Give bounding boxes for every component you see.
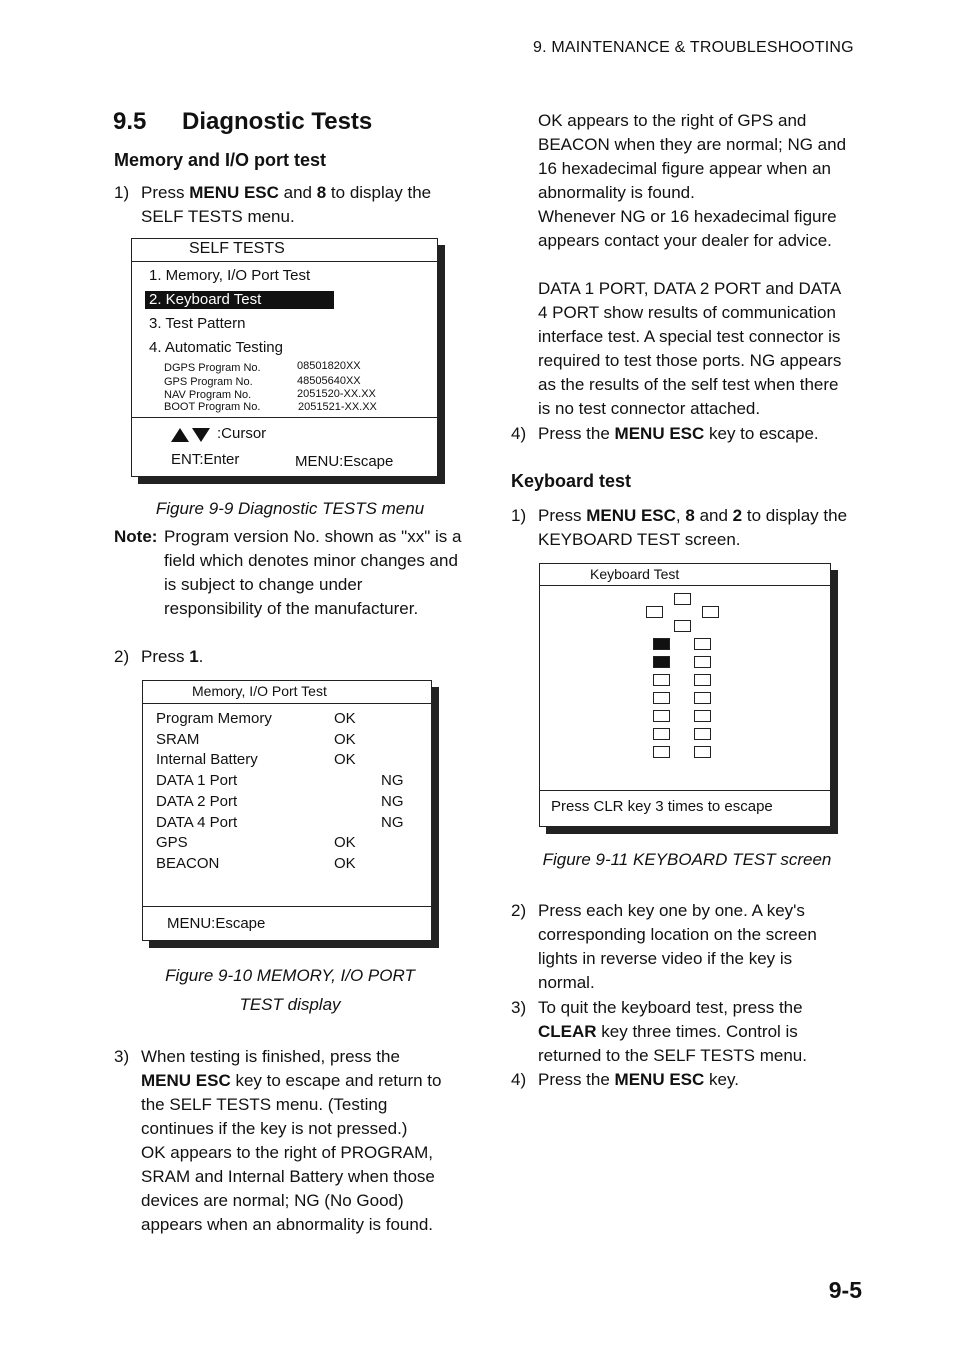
result-row-name: DATA 2 Port xyxy=(156,792,238,810)
result-ok: OK xyxy=(334,710,356,727)
key-indicator xyxy=(653,692,670,704)
figure-caption: Figure 9-11 KEYBOARD TEST screen xyxy=(542,850,832,869)
result-row-name: DATA 1 Port xyxy=(156,772,238,790)
key-indicator xyxy=(674,620,691,632)
screen-title: SELF TESTS xyxy=(189,240,285,257)
program-value: 2051521-XX.XX xyxy=(298,401,377,413)
keyboard-test-heading: Keyboard test xyxy=(511,471,632,491)
step-4-text: Press the MENU ESC key to escape. xyxy=(538,424,819,443)
key-indicator xyxy=(653,710,670,722)
program-value: 08501820XX xyxy=(297,360,361,372)
enter-hint: ENT:Enter xyxy=(171,451,240,468)
step-number: 1) xyxy=(114,183,130,202)
result-ng: NG xyxy=(381,792,404,810)
self-tests-screen xyxy=(131,238,438,477)
step-number: 2) xyxy=(511,901,527,920)
result-ok: OK xyxy=(334,730,356,748)
section-title: Diagnostic Tests xyxy=(182,108,373,135)
step-2-text: Press 1. xyxy=(141,647,204,666)
key-indicator xyxy=(694,674,711,686)
step-number: 3) xyxy=(511,998,527,1017)
step-number: 4) xyxy=(511,1070,527,1089)
memory-io-test-screen xyxy=(142,680,432,941)
continued-paragraph: OK appears to the right of GPS and BEACON when they are normal; NG and 16 hexadecimal figure appear when an abnormality is found. Whenever NG or 16 hexadecimal figure appears contact your dealer for advice. DATA 1 PORT, DATA 2 PORT and DATA 4 PORT show results of communication interface test. A special test connector is required to test those ports. NG appears as the results of the self test when there is no test connector attached. xyxy=(538,111,847,418)
figure-caption: Figure 9-9 Diagnostic TESTS menu xyxy=(155,499,425,518)
key-indicator xyxy=(702,606,719,618)
screen-title: Memory, I/O Port Test xyxy=(192,683,327,699)
key-indicator-lit xyxy=(653,656,670,668)
result-ok: OK xyxy=(334,751,356,769)
keyboard-test-screen xyxy=(539,563,831,827)
result-ok: OK xyxy=(334,834,356,852)
note-label: Note: xyxy=(114,527,158,546)
menu-item-selected[interactable]: 2. Keyboard Test xyxy=(145,291,334,309)
menu-item[interactable]: 4. Automatic Testing xyxy=(149,339,283,356)
program-value: 2051520-XX.XX xyxy=(297,388,376,400)
keyboard-step-1-text: Press MENU ESC, 8 and 2 to display the KEYBOARD TEST screen. xyxy=(538,506,848,549)
program-label: BOOT Program No. xyxy=(164,401,261,413)
key-indicator xyxy=(694,728,711,740)
step-3-text: When testing is finished, press the MENU ESC key to escape and return to the SELF TESTS menu. (Testing continues if the key is not pressed.) OK appears to the right of PROGRAM, SRAM and Internal Battery when those devices are normal; NG (No Good) appears when an abnormality is found. xyxy=(141,1047,442,1234)
result-ok: OK xyxy=(334,854,356,872)
key-indicator xyxy=(653,728,670,740)
program-value: 48505640XX xyxy=(297,375,361,387)
step-number: 4) xyxy=(511,424,527,443)
step-number: 3) xyxy=(114,1047,130,1066)
figure-caption-line-2: TEST display xyxy=(239,995,341,1014)
step-number: 1) xyxy=(511,506,527,525)
keyboard-step-3-text: To quit the keyboard test, press the CLEAR key three times. Control is returned to the SELF TESTS menu. xyxy=(538,998,807,1065)
step-1-text: Press MENU ESC and 8 to display the SELF TESTS menu. xyxy=(141,183,432,226)
program-label: NAV Program No. xyxy=(164,389,252,401)
menu-item[interactable]: 1. Memory, I/O Port Test xyxy=(149,267,311,284)
section-number: 9.5 xyxy=(113,108,147,135)
result-row-name: BEACON xyxy=(156,854,220,872)
key-indicator xyxy=(694,656,711,668)
figure-caption: Figure 9-10 MEMORY, I/O PORT xyxy=(165,966,415,985)
key-indicator xyxy=(694,692,711,704)
key-indicator xyxy=(653,674,670,686)
cursor-hint: :Cursor xyxy=(217,425,267,442)
key-indicator xyxy=(694,746,711,758)
key-indicator xyxy=(694,638,711,650)
key-indicator xyxy=(674,593,691,605)
program-label: GPS Program No. xyxy=(164,376,253,388)
key-indicator xyxy=(694,710,711,722)
keyboard-step-2-text: Press each key one by one. A key's corresponding location on the screen lights in reverse video if the key is normal. xyxy=(538,901,817,992)
result-row-name: Internal Battery xyxy=(156,751,258,769)
result-row-name: Program Memory xyxy=(156,710,272,727)
menu-item[interactable]: 3. Test Pattern xyxy=(149,315,246,332)
result-row-name: GPS xyxy=(156,834,188,852)
key-indicator-lit xyxy=(653,638,670,650)
screen-title: Keyboard Test xyxy=(590,566,680,582)
running-header: 9. MAINTENANCE & TROUBLESHOOTING xyxy=(533,39,854,56)
keyboard-step-4-text: Press the MENU ESC key. xyxy=(538,1070,739,1089)
program-label: DGPS Program No. xyxy=(164,362,261,374)
result-ng: NG xyxy=(381,813,404,831)
result-ng: NG xyxy=(381,772,404,790)
escape-hint: Press CLR key 3 times to escape xyxy=(551,798,773,815)
note-text: Program version No. shown as "xx" is a field which denotes minor changes and is subject to change under responsibility of the manufacturer. xyxy=(164,527,462,618)
step-number: 2) xyxy=(114,647,130,666)
page-number: 9-5 xyxy=(828,1277,862,1303)
memory-test-heading: Memory and I/O port test xyxy=(114,150,327,170)
up-down-arrows-icon xyxy=(171,427,211,443)
escape-hint: MENU:Escape xyxy=(167,915,266,932)
escape-hint: MENU:Escape xyxy=(295,453,394,470)
key-indicator xyxy=(646,606,663,618)
result-row-name: DATA 4 Port xyxy=(156,813,238,831)
result-row-name: SRAM xyxy=(156,730,200,748)
key-indicator xyxy=(653,746,670,758)
